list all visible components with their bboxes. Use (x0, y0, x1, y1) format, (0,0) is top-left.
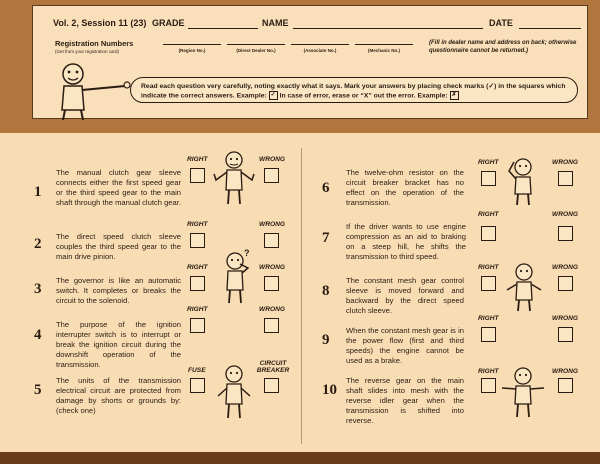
answer-checkbox[interactable] (264, 276, 279, 291)
question-text: The twelve-ohm resistor on the circuit breaker bracket has no effect on the operation of the transmission. (346, 168, 464, 207)
answer-label: WRONG (552, 211, 579, 218)
answer-checkbox[interactable] (264, 168, 279, 183)
question-text: The reverse gear on the main shaft slides into mesh with the reverse idler gear when the transmission is shifted into reverse. (346, 376, 464, 425)
associate-no-field[interactable] (291, 44, 349, 45)
question-text: The manual clutch gear sleeve connects either the first speed gear or the third speed gear to the main shaft through the manual clutch gear. (56, 168, 181, 207)
answer-checkbox[interactable] (558, 226, 573, 241)
answer-checkbox[interactable] (558, 327, 573, 342)
vol-session: Vol. 2, Session 11 (23) (53, 18, 147, 28)
fill-note: (Fill in dealer name and address on back; otherwise questionnaire cannot be returned.) (429, 40, 577, 54)
answer-checkbox[interactable] (190, 168, 205, 183)
answer-checkbox[interactable] (190, 318, 205, 333)
answer-label: FUSE (188, 367, 206, 374)
svg-text:?: ? (244, 248, 250, 258)
answer-label: RIGHT (187, 264, 208, 271)
answer-checkbox[interactable] (190, 233, 205, 248)
example-x-box: ✗ (451, 92, 457, 98)
answer-checkbox[interactable] (558, 171, 573, 186)
scratching-head-man-icon (502, 156, 544, 206)
answer-checkbox[interactable] (558, 378, 573, 393)
question-text: If the driver wants to use engine compression as an aid to braking on a steep hill, he shifts the transmission to third speed. (346, 222, 466, 261)
answer-label: RIGHT (187, 221, 208, 228)
check-symbol: ✓ (488, 83, 495, 90)
question-number: 7 (322, 230, 330, 246)
answer-label: RIGHT (187, 306, 208, 313)
answer-label: RIGHT (478, 211, 499, 218)
region-no-label: (Region No.) (178, 48, 206, 53)
thinking-man-icon (214, 248, 256, 304)
question-number: 1 (34, 184, 42, 200)
answer-checkbox[interactable] (481, 226, 496, 241)
question-number: 4 (34, 327, 42, 343)
question-number: 9 (322, 332, 330, 348)
question-number: 5 (34, 382, 42, 398)
name-label: NAME (262, 18, 289, 28)
question-number: 6 (322, 180, 330, 196)
grade-label: GRADE (152, 18, 185, 28)
associate-no-label: (Associate No.) (303, 48, 337, 53)
instructions-part2: ) in the squares which indicate the correct answers. Example: (141, 83, 566, 100)
question-number: 10 (322, 382, 337, 398)
answer-label: WRONG (552, 264, 579, 271)
question-text: When the constant mesh gear is in the power flow (first and third speeds) the engine cannot be used as a brake. (346, 326, 464, 365)
answer-checkbox[interactable] (558, 276, 573, 291)
answer-label: WRONG (552, 315, 579, 322)
date-field[interactable] (519, 28, 581, 29)
answer-label: WRONG (259, 221, 286, 228)
date-label: DATE (489, 18, 513, 28)
mechanic-no-label: (Mechanic No.) (367, 48, 400, 53)
puzzled-man-icon (212, 364, 256, 420)
answer-checkbox[interactable] (264, 378, 279, 393)
answer-label: RIGHT (478, 368, 499, 375)
answer-checkbox[interactable] (481, 171, 496, 186)
direct-dealer-no-field[interactable] (227, 44, 285, 45)
question-number: 2 (34, 236, 42, 252)
answer-label: WRONG (552, 368, 579, 375)
answer-label: WRONG (259, 156, 286, 163)
question-text: The constant mesh gear control sleeve is moved forward and backward by the direct speed clutch sleeve. (346, 276, 464, 315)
arms-out-man-icon (500, 366, 546, 418)
answer-label: RIGHT (478, 264, 499, 271)
answer-checkbox[interactable] (481, 276, 496, 291)
question-text: The governor is like an automatic switch. It completes or breaks the circuit to the solenoid. (56, 276, 181, 305)
instructions-text (141, 82, 571, 100)
question-text: The direct speed clutch sleeve couples the third speed gear to the main drive pinion. (56, 232, 181, 261)
answer-label: WRONG (259, 306, 286, 313)
shrugging-man-icon (213, 150, 255, 206)
instructions-part3: In case of error, erase or “X” out the error. Example: (279, 92, 448, 100)
answer-checkbox[interactable] (190, 276, 205, 291)
question-text: The units of the transmission electrical circuit are protected from damage by shorts or grounds by: (check one) (56, 376, 181, 415)
column-divider (301, 148, 302, 444)
question-text: The purpose of the ignition interrupter switch is to interrupt or break the ignition circuit during the downshift operation of the transmission. (56, 320, 181, 369)
answer-checkbox[interactable] (481, 378, 496, 393)
answer-label: RIGHT (478, 315, 499, 322)
example-checked-box: ✓ (270, 92, 276, 98)
answer-checkbox[interactable] (264, 318, 279, 333)
answer-label: WRONG (552, 159, 579, 166)
question-number: 3 (34, 281, 42, 297)
direct-dealer-no-label: (Direct Dealer No.) (236, 48, 276, 53)
answer-label: RIGHT (478, 159, 499, 166)
mechanic-no-field[interactable] (355, 44, 413, 45)
answer-checkbox[interactable] (264, 233, 279, 248)
name-field[interactable] (293, 28, 483, 29)
answer-label: RIGHT (187, 156, 208, 163)
region-no-field[interactable] (163, 44, 221, 45)
registration-title: Registration Numbers (55, 39, 134, 48)
pointing-man-icon (53, 60, 135, 120)
registration-subtitle: (Get from your registration card) (55, 49, 120, 54)
bottom-band (0, 452, 600, 464)
header-card (32, 5, 588, 119)
grade-field[interactable] (188, 28, 258, 29)
instructions-box (130, 77, 578, 103)
answer-checkbox[interactable] (481, 327, 496, 342)
pointing-man-small-icon (503, 262, 545, 312)
instructions-part1: Read each question very carefully, noting exactly what it says. Mark your answers by placing check marks ( (141, 83, 489, 90)
question-number: 8 (322, 283, 330, 299)
answer-label: WRONG (259, 264, 286, 271)
answer-checkbox[interactable] (190, 378, 205, 393)
answer-label: CIRCUIT BREAKER (256, 360, 290, 374)
